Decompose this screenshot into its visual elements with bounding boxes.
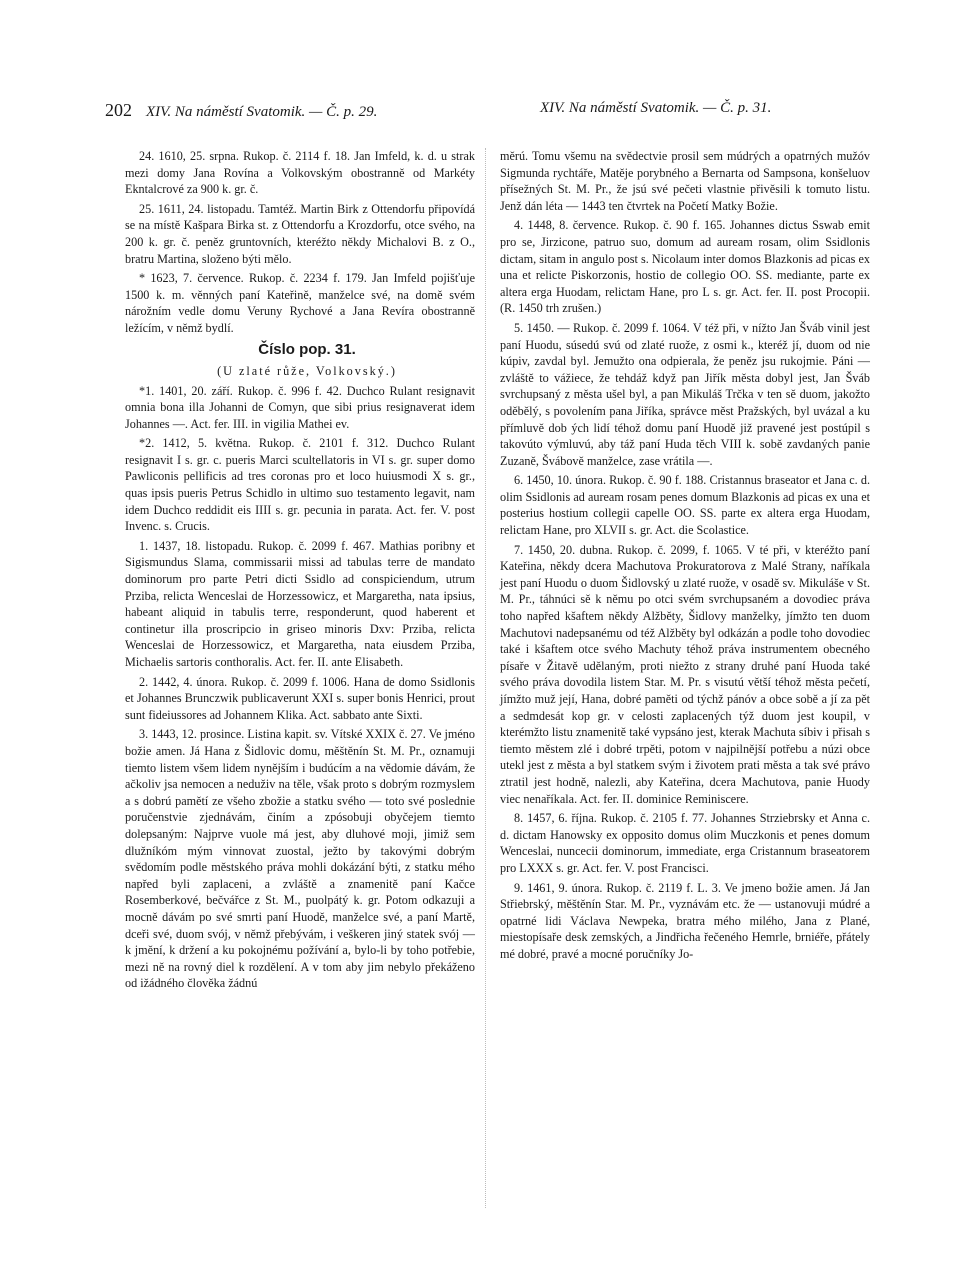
- entry-paragraph: 6. 1450, 10. února. Rukop. č. 90 f. 188. Cristannus braseator et Jana c. d. olim Ssidlonis ad auream rosam penes domum Blazkonis ad picas ex una et posterius hostium collegii capelle OO. SS. parte ex altera erga Huodam, relictam Hane, pro XLVII s. gr. Act. die Scolastice.: [500, 473, 870, 538]
- entry-paragraph: 4. 1448, 8. července. Rukop. č. 90 f. 165. Johannes dictus Sswab emit pro se, Jirzicone, patruo suo, domum ad auream rosam, olim Ssidlonis dictam, sitam in angulo post s. Nicolaum inter domos Blazkonis ad picas ex una et relicte Piskorzonis, hostio de collegio OO. SS. mediante, parte ex altera erga Huodam, relictam Hane, pro L s. gr. Act. fer. II. post Procopii. (R. 1450 trh zrušen.): [500, 218, 870, 316]
- entry-paragraph: 8. 1457, 6. října. Rukop. č. 2105 f. 77. Johannes Strziebrsky et Anna c. d. dictam Hanowsky ex opposito domus olim Muczkonis et penes domum Wenceslai, nuncecii dominorum, immediate, erga Cristannum braseatorem pro LXXX s. gr. Act. fer. V. post Francisci.: [500, 811, 870, 875]
- header-left-title: XIV. Na náměstí Svatomik. — Č. p. 29.: [146, 104, 378, 120]
- entry-paragraph: * 1623, 7. července. Rukop. č. 2234 f. 179. Jan Imfeld pojišťuje 1500 k. m. věnných paní Kateřině, manželce své, na domě svém nárožním vedle domu Veruny Rychové a Jana Revíra obostranně ležícím, v němž bydlí.: [125, 271, 475, 335]
- section-subheading: (U zlaté růže, Volkovský.): [217, 363, 397, 378]
- header-right-title: XIV. Na náměstí Svatomik. — Č. p. 31.: [540, 100, 772, 116]
- entry-paragraph: *1. 1401, 20. září. Rukop. č. 996 f. 42. Duchco Rulant resignavit omnia bona illa Johanni de Comyn, que sibi prius resignaverat idem Johannes —. Act. fer. III. in vigilia Mathei ev.: [125, 383, 475, 431]
- entry-paragraph: 24. 1610, 25. srpna. Rukop. č. 2114 f. 18. Jan Imfeld, k. d. u strak mezi domy Jana Rovína a Volkovským obostranně od Markéty Ekntalcrové za 900 k. gr. č.: [125, 149, 475, 197]
- entry-paragraph: 9. 1461, 9. února. Rukop. č. 2119 f. L. 3. Ve jmeno božie amen. Já Jan Střiebrský, měštěnín Star. M. Pr., vyznávám etc. že — ustanovuji múdré a opatrné lidi Václava Newpeka, bratra mého milého, Jana z Plané, miestopísaře desk zemských, a Jindřicha řečeného Hemrle, brniéře, přátely mé dobré, pravé a mocné poručníky Jo-: [500, 880, 870, 961]
- entry-paragraph: 5. 1450. — Rukop. č. 2099 f. 1064. V též při, v nížto Jan Šváb vinil jest paní Huodu, súsedú svú od zlaté ruože, z osmi k., kteréž jí, duom od nie kúpiv, zavdal byl. Jemužto ona odpierala, že peněz jsu rukojmie. Páni — zvláště to vážiece, že tehdáž když pan Jiřík města dobyl jest, Jan Šváb svrchupsaný z města ušel byl, a pan Mikuláš Trčka v ten sě duom, jakožto oděbělý, s povolením pana Jiříka, správce měst Pražských, byl uvázal a ku přímluvě dob ých lidí téhož domu paní Huodě již pravené jest postúpil s takovúto výmluvú, aby táž paní Huda těch VIII k. sobě zavdaných panie Zuzaně, Švábově manželce, zase vrátila —.: [500, 320, 870, 468]
- entry-paragraph: 2. 1442, 4. února. Rukop. č. 2099 f. 1006. Hana de domo Ssidlonis et Johannes Brunczwik publicaverunt XXI s. super bonis Henrici, prout sunt fideiussores ad Johannem Klika. Act. sabbato ante Sixti.: [125, 674, 475, 722]
- entry-paragraph: 1. 1437, 18. listopadu. Rukop. č. 2099 f. 467. Mathias poribny et Sigismundus Slama, commissarii missi ad tabulas terre de mandato dominorum pro parte Petri dicti Ssidlo ad conspiciendum, utrum Prziba, relicta Wenceslai de Horzessowicz, et Margaretha, nata ipsius, habeant aliquid in tabulis terre, responderunt, quod haberent et continetur illa proscripcio in griseo minoris Dxv: Prziba, relicta Wenceslai de Horzessowicz, et Margaretha, nata eiusdem Prziba, Michaelis sartoris conthoralis. Act. fer. II. ante Elisabeth.: [125, 538, 475, 670]
- entry-paragraph: 3. 1443, 12. prosince. Listina kapit. sv. Vítské XXIX č. 27. Ve jméno božie amen. Já Hana z Šidlovic domu, měštěnín St. M. Pr., oznamuji tiemto listem všem lidem nynějším i budúcím a na vědomie dávám, že ačkoliv jsa nemocen a neduživ na těle, však proto s dobrým rozmyslem a s dobrú pamětí ze všeho zbožie a statku svého — toto své poslednie poručenstvie zjednávám, činím a zpósobuji obyčejem tiemto dolepsaným: Najprve vuole má jest, aby dluhové moji, jimiž sem dlužníkóm mým vinnovat zuostal, ježto by takovými dobrým svědomím podle městského práva mohli dokázání býti, z statku mého napřed byli zaplaceni, a zvláště a znamenitě paní Kačce Rosemberkové, bečvářce z St. M., puolpátý k. gr. Potom odkazuji a mocně dávám po své smrti paní Huodě, manželce své, a paní Martě, dceři své, duom svój, v němž přebývám, i veškeren jiný statek svój — k jmění, k držení a ku pokojnému požívání a, bylo-li by toho potřebie, mezi ně na rovný diel k rozdělení. A v tom aby jim nebylo překáženo od ižádného člověka žádnú: [125, 727, 475, 991]
- right-column: [500, 148, 870, 966]
- header-right: [540, 100, 771, 117]
- page-number: 202: [105, 100, 132, 120]
- header-left: [105, 100, 377, 121]
- page-header: [105, 100, 825, 124]
- entry-paragraph: *2. 1412, 5. května. Rukop. č. 2101 f. 312. Duchco Rulant resignavit I s. gr. c. pueris Marci scultellatoris in VI s. gr. super domo Pawliconis pellificis ad tres coronas pro et loco huiusmodi X s. gr., quas ipsis pueris Petrus Schidlo in ultimo suo testamento legavit, nam idem Duchco reddidit eis IIII s. gr. pecunia in parata. Act. fer. V. post Invenc. s. Crucis.: [125, 436, 475, 534]
- entry-paragraph: 25. 1611, 24. listopadu. Tamtéž. Martin Birk z Ottendorfu připovídá se na místě Kašpara Birka st. z Ottendorfu a Krozdorfu, otce svého, na 200 k. gr. č. peněz gruntovních, kteréžto někdy Michalovi B. z O., bratru Martina, složeno býti mělo.: [125, 201, 475, 266]
- continued-paragraph: měrú. Tomu všemu na svědectvie prosil sem múdrých a opatrných mužóv Sigmunda rychtáře, Matěje porybného a Bernarta od Sampsona, konšeluov přísežných St. M. Pr., že jsú své pečeti vlastnie přivěsili k tomuto listu. Jenž dán léta — 1443 ten čtvrtek na Početí Matky Božie.: [500, 149, 870, 213]
- section-heading: Číslo pop. 31.: [258, 340, 356, 358]
- entry-paragraph: 7. 1450, 20. dubna. Rukop. č. 2099, f. 1065. V té při, v kteréžto paní Kateřina, někdy dcera Machutova Prokuratorova z Malé Strany, naříkala jest paní Huodu o duom Šidlovský u zlaté ruože, v osadě sv. Mikuláše v St. M. Pr., táhnúci sě k němu po otci svém svrchupsaném a dovodiec práva toho napřed kšaftem někdy Alžběty, Šidlovy manželky, jímžto ten duom Machutovi nadepsanému od též Alžběty byl odkázán a podle toho dovodiec také i kšaftem otce svého Machuty téhož práva instrumentem obecného písaře v Žitavě udělaným, proti niežto z strany druhé paní Huoda také svého práva dovodila listem Star. M. Pr. s visutú větší téhož města pečetí, jímžto muž její, Hana, dobré paměti od týchž pánóv a obce sobě a jí za pět a sedmdesát kop gr. v celosti zaplacených týž duom jest koupil, v kterémžto listu znamenitě také vypsáno jest, kterak Machuta síbiv i přisah s tiemto městem zlé i dobré trpěti, potom v najpilnější potřebu a núzi obce utekl jest z města a byl statkem svým i životem prati města a tak své právo ztratil jest hodně, nalezli, aby Kateřina, dcera Machutova, panie Huody viec nenaříkala. Act. fer. II. dominice Reminiscere.: [500, 542, 870, 806]
- left-column: [125, 148, 475, 995]
- column-divider: [485, 148, 487, 1208]
